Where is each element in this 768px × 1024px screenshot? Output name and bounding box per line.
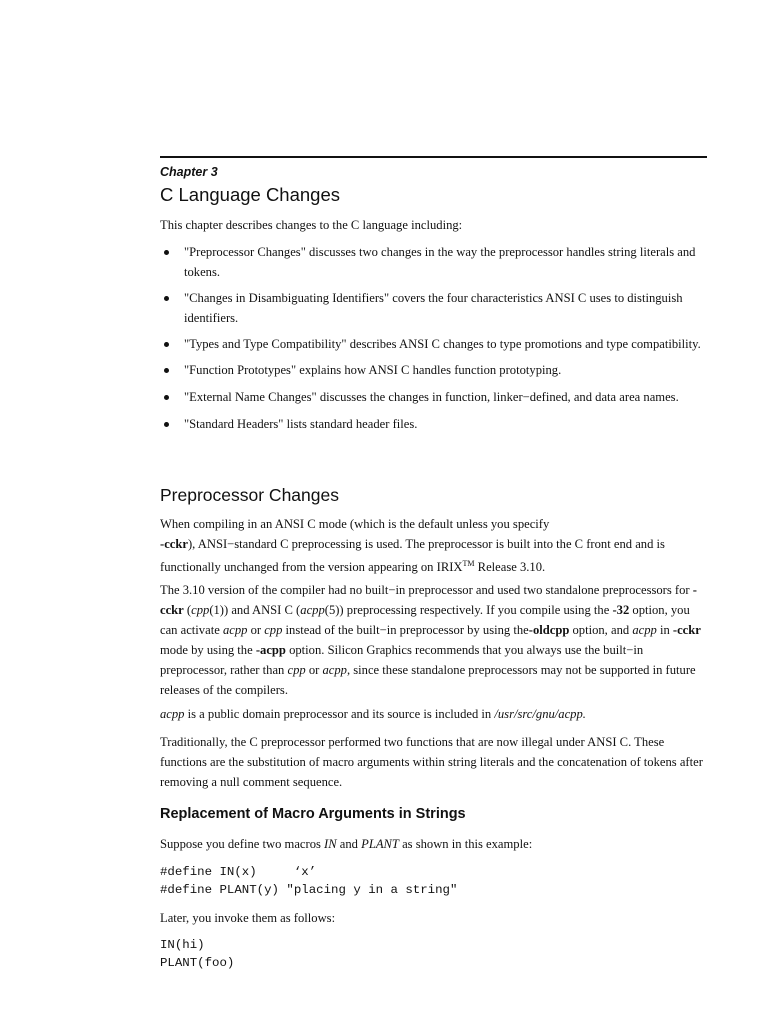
list-item	[160, 334, 707, 354]
code-block-define	[160, 863, 457, 899]
bullet-icon	[164, 296, 169, 301]
list-item	[160, 414, 707, 434]
macro-paragraph-2: Later, you invoke them as follows:	[160, 911, 336, 925]
bullet-icon	[164, 250, 169, 255]
list-item-text: "Types and Type Compatibility" describes ANSI C changes to type promotions and type compatibility.	[184, 337, 701, 351]
preprocessor-paragraph-4: Traditionally, the C preprocessor performed two functions that are now illegal under ANSI C. These functions are the substitution of macro arguments within string literals and the concatenation of tokens after removing a null comment sequence.	[160, 735, 703, 789]
list-item-text: "Function Prototypes" explains how ANSI C handles function prototyping.	[184, 363, 562, 377]
chapter-rule	[160, 156, 707, 158]
list-item	[160, 242, 707, 282]
bullet-icon	[164, 342, 169, 347]
section-heading-macro-arguments: Replacement of Macro Arguments in Strings	[160, 806, 466, 822]
preprocessor-paragraph-3: acpp is a public domain preprocessor and its source is included in /usr/src/gnu/acpp.	[160, 707, 586, 721]
list-item	[160, 387, 707, 407]
list-item-text: "External Name Changes" discusses the changes in function, linker−defined, and data area names.	[184, 390, 679, 404]
list-item-text: "Standard Headers" lists standard header files.	[184, 417, 418, 431]
chapter-title: C Language Changes	[160, 184, 341, 205]
bullet-icon	[164, 368, 169, 373]
code-line: PLANT(foo)	[160, 956, 235, 970]
code-line: #define IN(x) ‘x’	[160, 865, 317, 879]
list-item-text: "Changes in Disambiguating Identifiers" covers the four characteristics ANSI C uses to distinguish identifiers.	[184, 291, 683, 325]
chapter-topic-list	[160, 242, 707, 434]
list-item	[160, 360, 707, 380]
preprocessor-paragraph-1: When compiling in an ANSI C mode (which is the default unless you specify -cckr), ANSI−standard C preprocessing is used. The preprocessor is built into the C front end and is functionally unchanged from the version appearing on IRIX™ Release 3.10.	[160, 517, 665, 575]
chapter-label: Chapter 3	[160, 165, 218, 179]
bullet-icon	[164, 422, 169, 427]
code-block-invoke	[160, 936, 234, 972]
list-item-text: "Preprocessor Changes" discusses two changes in the way the preprocessor handles string literals and tokens.	[184, 245, 696, 279]
code-line: IN(hi)	[160, 938, 205, 952]
list-item	[160, 288, 707, 328]
chapter-intro: This chapter describes changes to the C language including:	[160, 218, 463, 232]
section-heading-preprocessor: Preprocessor Changes	[160, 485, 339, 505]
preprocessor-paragraph-2: The 3.10 version of the compiler had no built−in preprocessor and used two standalone preprocessors for -cckr (cpp(1)) and ANSI C (acpp(5)) preprocessing respectively. If you compile using the -32 option, you can activate acpp or cpp instead of the built−in preprocessor by using the-oldcpp option, and acpp in -cckr mode by using the -acpp option. Silicon Graphics recommends that you always use the built−in preprocessor, rather than cpp or acpp, since these standalone preprocessors may not be supported in future releases of the compilers.	[160, 583, 701, 697]
code-line: #define PLANT(y) "placing y in a string"	[160, 883, 458, 897]
bullet-icon	[164, 395, 169, 400]
macro-paragraph-1: Suppose you define two macros IN and PLANT as shown in this example:	[160, 837, 533, 851]
